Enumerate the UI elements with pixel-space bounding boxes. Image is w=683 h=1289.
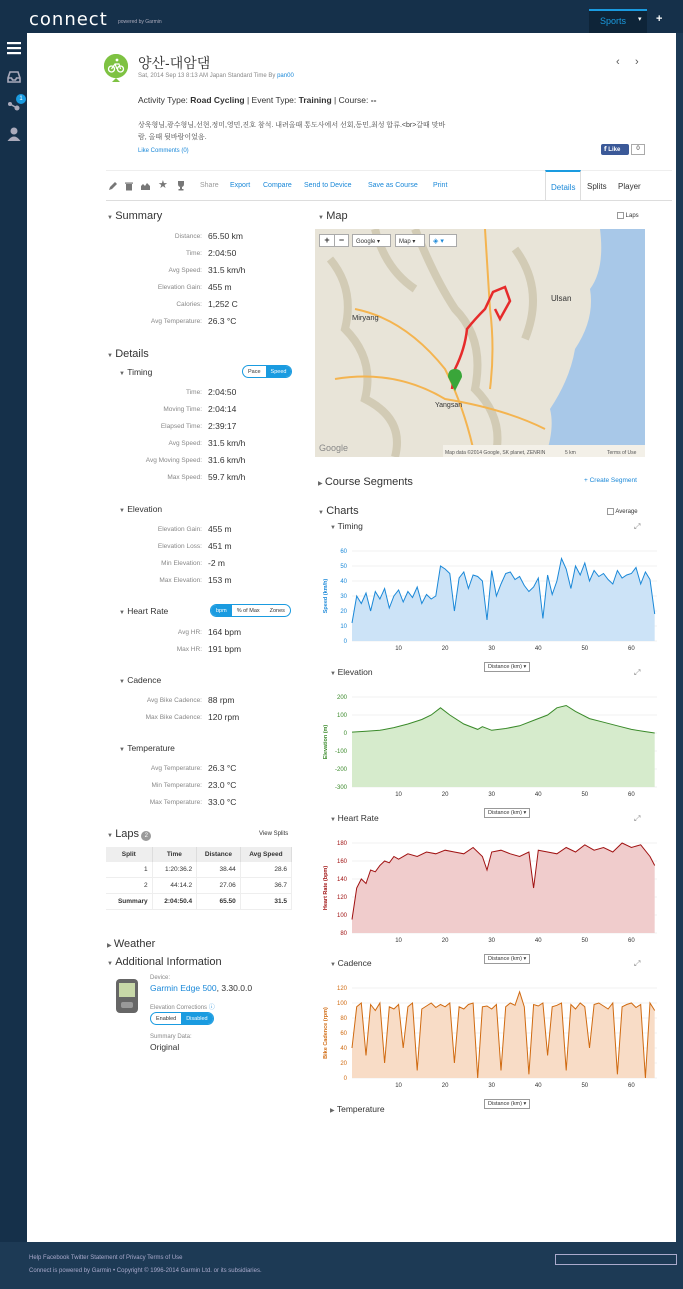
cadence-stat-value: 88 rpm (208, 695, 235, 705)
x-tick-label: 60 (628, 792, 635, 798)
summary-stat-label: Elevation Gain: (157, 284, 202, 291)
device-version: , 3.30.0.0 (216, 983, 253, 993)
x-tick-label: 60 (628, 646, 635, 652)
favorite-star-icon[interactable]: ★ (158, 179, 168, 191)
facebook-icon: f (604, 146, 607, 153)
x-tick-label: 50 (581, 1083, 589, 1089)
additional-info-title: Additional Information (115, 956, 222, 968)
garmin-device-image (115, 978, 139, 1014)
table-cell: 1:20:36.2 (152, 862, 197, 878)
y-tick-label: 100 (336, 913, 347, 919)
series-area (352, 843, 655, 933)
elevation-stat-value: 451 m (208, 541, 232, 551)
summary-stat-label: Avg Speed: (168, 267, 202, 274)
y-tick-label: 100 (336, 1001, 347, 1007)
chart-header[interactable] (330, 813, 379, 823)
x-tick-label: 60 (628, 938, 635, 944)
activity-title[interactable]: 양산-대암댐 (138, 55, 211, 71)
elevation-corrections-text: Elevation Corrections (150, 1005, 208, 1011)
y-tick-label: 40 (340, 579, 347, 585)
y-tick-label: 50 (340, 564, 347, 570)
map-label-yangsan: Yangsan (435, 402, 463, 409)
zoom-out-button[interactable]: − (334, 235, 348, 246)
x-tick-label: 10 (395, 792, 402, 798)
cadence-stat-label: Max Bike Cadence: (145, 714, 202, 721)
add-button[interactable]: + (656, 13, 663, 25)
summary-stat-label: Avg Temperature: (150, 318, 202, 325)
timing-stat-value: 2:39:17 (208, 421, 237, 431)
save-as-course-button[interactable]: Save as Course (368, 182, 418, 189)
weather-header[interactable] (107, 938, 155, 950)
tab-details-label: Details (551, 183, 576, 192)
toolbar-divider-top (106, 170, 672, 171)
average-label: Average (615, 509, 638, 516)
edit-icon[interactable] (108, 181, 118, 191)
route-map[interactable] (315, 229, 645, 457)
laps-title: Laps (115, 828, 140, 840)
y-tick-label: 40 (340, 1046, 347, 1052)
timing-stat-label: Max Speed: (167, 474, 202, 481)
checkbox-icon (617, 212, 624, 219)
x-tick-label: 20 (441, 938, 449, 944)
x-tick-label: 60 (628, 1083, 635, 1089)
heart-rate-header[interactable] (119, 606, 168, 616)
laps-checkbox[interactable] (617, 212, 639, 219)
compare-button[interactable]: Compare (263, 182, 292, 189)
chart-svg (317, 825, 657, 953)
summary-title: Summary (115, 210, 163, 222)
x-tick-label: 20 (441, 792, 449, 798)
timing-stat-value: 2:04:14 (208, 404, 237, 414)
collapse-arrow-icon: ▼ (330, 962, 338, 968)
cadence-header[interactable] (119, 675, 161, 685)
next-activity-icon[interactable]: › (635, 56, 639, 68)
map-type-select[interactable]: Map ▾ (395, 234, 425, 247)
facebook-like-count: 0 (631, 144, 645, 155)
footer-copyright: Connect is powered by Garmin • Copyright © 1996-2014 Garmin Ltd. or its subsidiaries. (29, 1268, 262, 1274)
summary-stat-value: 26.3 °C (208, 316, 237, 326)
x-tick-label: 20 (441, 646, 449, 652)
heart-rate-stat-value: 191 bpm (208, 644, 242, 654)
table-cell: 65.50 (197, 894, 241, 910)
y-tick-label: -200 (334, 767, 347, 773)
x-tick-label: 30 (488, 792, 496, 798)
timing-stat-label: Moving Time: (163, 406, 202, 413)
series-area (352, 559, 655, 642)
y-tick-label: 0 (343, 639, 347, 645)
laps-table (106, 847, 292, 910)
footer (0, 1242, 683, 1289)
temperature-stat-label: Min Temperature: (151, 782, 202, 789)
heart-rate-stat-label: Avg HR: (177, 629, 202, 636)
view-splits-link[interactable]: View Splits (259, 831, 289, 837)
timing-stat-value: 31.5 km/h (208, 438, 246, 448)
collapse-arrow-icon: ▼ (119, 610, 125, 616)
x-tick-label: 40 (534, 1083, 542, 1089)
expand-chart-icon[interactable]: ⤢ (634, 668, 641, 677)
y-tick-label: 20 (340, 1061, 347, 1067)
activity-owner-link[interactable]: pan00 (277, 73, 294, 79)
expand-chart-icon[interactable]: ⤢ (634, 522, 641, 531)
toolbar-divider-bottom (106, 200, 672, 201)
additional-info-header[interactable] (107, 956, 222, 968)
laps-header-row (106, 847, 292, 862)
gear-bike-icon[interactable] (140, 181, 151, 191)
table-row (106, 878, 292, 894)
expand-arrow-icon: ▶ (318, 481, 323, 487)
summary-stat-value: 2:04:50 (208, 248, 237, 258)
activity-description-line2: 람, 올때 뒷바람이었음. (138, 134, 207, 141)
course-value: -- (370, 95, 377, 105)
laps-col-time: Time (152, 847, 197, 862)
summary-stat-label: Time: (185, 250, 202, 257)
average-checkbox[interactable] (607, 508, 638, 515)
activity-subtitle (138, 73, 294, 79)
activity-type-value: Road Cycling (190, 95, 245, 105)
hr-unit-toggle[interactable] (210, 604, 291, 617)
elevation-title: Elevation (127, 504, 163, 514)
activity-meta (138, 95, 376, 105)
cadence-stat-label: Avg Bike Cadence: (146, 697, 202, 704)
x-tick-label: 30 (488, 646, 496, 652)
map-type-label: Map (399, 239, 411, 245)
y-axis-label: Speed (km/h) (323, 578, 329, 614)
summary-stat-value: 455 m (208, 282, 232, 292)
event-type-value: Training (298, 95, 332, 105)
laps-col-avg-speed: Avg Speed (240, 847, 291, 862)
y-tick-label: 20 (340, 609, 347, 615)
y-tick-label: 100 (336, 713, 347, 719)
course-segments-header[interactable] (318, 476, 413, 488)
y-tick-label: 10 (340, 624, 347, 630)
laps-checkbox-label: Laps (625, 213, 639, 220)
percent-max-option[interactable]: % of Max (236, 608, 260, 614)
zones-option[interactable]: Zones (269, 608, 285, 614)
details-header[interactable] (107, 348, 149, 360)
connect-logo[interactable]: connect (29, 9, 108, 30)
zoom-controls (319, 234, 349, 247)
course-segments-title: Course Segments (324, 476, 413, 488)
course-label: | Course: (331, 95, 371, 105)
x-tick-label: 40 (534, 938, 542, 944)
delete-icon[interactable] (124, 181, 134, 191)
side-nav (0, 33, 27, 1242)
map-scale: 5 km (565, 450, 576, 456)
elevation-stat-label: Min Elevation: (161, 560, 202, 567)
share-button[interactable]: Share (200, 182, 219, 189)
print-button[interactable]: Print (433, 182, 448, 189)
bpm-option[interactable]: bpm (211, 605, 232, 616)
cycling-activity-icon (103, 53, 129, 83)
chart-svg (317, 970, 657, 1098)
elevation-stat-label: Max Elevation: (159, 577, 202, 584)
x-axis-selector[interactable]: Distance (km) ▾ (484, 662, 530, 672)
elevation-stat-label: Elevation Gain: (157, 526, 202, 533)
export-button[interactable]: Export (230, 182, 251, 189)
collapse-arrow-icon: ▼ (318, 215, 324, 221)
table-cell: 2 (106, 878, 152, 894)
timing-stat-label: Time: (185, 389, 202, 396)
laps-body (106, 862, 292, 910)
y-tick-label: -300 (334, 785, 347, 791)
y-tick-label: 120 (336, 986, 347, 992)
enabled-option[interactable]: Enabled (156, 1016, 177, 1022)
x-tick-label: 30 (488, 1083, 496, 1089)
x-tick-label: 40 (534, 792, 542, 798)
speed-option[interactable]: Speed (266, 366, 292, 377)
activity-description-line1: 상욱형님,광수형님,선현,정미,영민,진호 참석. 내려올때 통도사에서 선회,동민,최성 합류.<br>갈때 맞바 (138, 122, 446, 129)
timing-stat-value: 2:04:50 (208, 387, 237, 397)
map-title: Map (326, 210, 348, 222)
summary-stat-value: 31.5 km/h (208, 265, 246, 275)
cadence-stat-value: 120 rpm (208, 712, 240, 722)
timing-stat-label: Avg Speed: (168, 440, 202, 447)
pace-speed-toggle[interactable] (242, 365, 292, 378)
elevation-stat-value: -2 m (208, 558, 225, 568)
chart-svg (317, 679, 657, 807)
chart-title: Heart Rate (337, 813, 379, 823)
heart-rate-stat-label: Max HR: (176, 646, 202, 653)
y-tick-label: 60 (340, 549, 347, 555)
activity-page (27, 33, 676, 1242)
checkbox-icon (607, 508, 614, 515)
collapse-arrow-icon: ▼ (330, 817, 338, 823)
x-tick-label: 10 (395, 938, 402, 944)
inbox-icon[interactable] (6, 69, 22, 85)
y-tick-label: 160 (336, 859, 347, 865)
device-info (150, 983, 252, 993)
charts-title: Charts (326, 505, 359, 517)
elevation-corrections-toggle[interactable] (150, 1012, 214, 1025)
laps-summary-row (106, 894, 292, 910)
layers-icon: ◈ (433, 238, 439, 245)
help-icon[interactable]: ⓘ (208, 1005, 215, 1011)
elevation-stat-value: 153 m (208, 575, 232, 585)
device-link[interactable]: Garmin Edge 500 (150, 983, 217, 993)
y-tick-label: 200 (336, 695, 347, 701)
temperature-stat-value: 26.3 °C (208, 763, 237, 773)
map-label-ulsan: Ulsan (551, 294, 572, 303)
laps-header[interactable] (107, 828, 151, 841)
temperature-chart-title: Temperature (336, 1104, 385, 1114)
create-segment-button[interactable]: + Create Segment (584, 477, 637, 484)
y-tick-label: 60 (340, 1031, 347, 1037)
sports-tab[interactable]: Sports (589, 9, 647, 33)
temperature-stat-value: 33.0 °C (208, 797, 237, 807)
map-label-miryang: Miryang (352, 313, 379, 322)
table-cell: 1 (106, 862, 152, 878)
x-tick-label: 50 (581, 646, 589, 652)
profile-icon[interactable] (6, 126, 22, 142)
timing-stat-value: 31.6 km/h (208, 455, 246, 465)
x-axis-selector[interactable]: Distance (km) ▾ (484, 808, 530, 818)
map-terms-link[interactable]: Terms of Use (607, 450, 637, 456)
x-axis-selector[interactable]: Distance (km) ▾ (484, 954, 530, 964)
activity-type-label: Activity Type: (138, 95, 191, 105)
y-tick-label: -100 (334, 749, 347, 755)
temperature-chart-header[interactable] (330, 1104, 385, 1114)
laps-col-distance: Distance (197, 847, 241, 862)
cadence-title: Cadence (127, 675, 162, 685)
table-cell: 28.6 (240, 862, 291, 878)
summary-data-value: Original (150, 1042, 180, 1052)
elevation-stat-label: Elevation Loss: (157, 543, 202, 550)
y-tick-label: 30 (340, 594, 347, 600)
map-credit: Map data ©2014 Google, SK planet, ZENRIN (445, 450, 546, 456)
event-type-label: | Event Type: (244, 95, 299, 105)
table-cell: 44:14.2 (152, 878, 197, 894)
timing-stat-label: Avg Moving Speed: (145, 457, 202, 464)
y-tick-label: 80 (340, 1016, 347, 1022)
logo-subtitle: powered by Garmin (118, 19, 162, 25)
table-cell: 36.7 (240, 878, 291, 894)
x-tick-label: 20 (441, 1083, 449, 1089)
collapse-arrow-icon: ▼ (119, 679, 125, 685)
laps-col-split: Split (106, 847, 152, 862)
map-layers-button[interactable]: ◈ ▾ (429, 234, 457, 247)
y-axis-label: Elevation (m) (323, 724, 329, 760)
table-cell: 31.5 (240, 894, 291, 910)
expand-chart-icon[interactable]: ⤢ (634, 814, 641, 823)
elevation-stat-value: 455 m (208, 524, 232, 534)
x-tick-label: 40 (534, 646, 542, 652)
like-comments-link[interactable]: Like Comments (0) (138, 148, 189, 154)
chart-header[interactable] (330, 521, 363, 531)
y-tick-label: 0 (343, 731, 347, 737)
x-axis-selector[interactable]: Distance (km) ▾ (484, 1099, 530, 1109)
x-tick-label: 10 (395, 1083, 402, 1089)
table-cell: 2:04:50.4 (152, 894, 197, 910)
zoom-in-button[interactable]: + (324, 235, 330, 245)
details-title: Details (115, 348, 149, 360)
tab-player[interactable]: Player (618, 182, 641, 191)
summary-header[interactable] (107, 210, 162, 222)
y-axis-label: Bike Cadence (rpm) (323, 1007, 329, 1059)
x-tick-label: 50 (581, 792, 589, 798)
facebook-like-button[interactable] (601, 144, 629, 155)
y-tick-label: 140 (336, 877, 347, 883)
table-cell: 27.06 (197, 878, 241, 894)
summary-data-label: Summary Data: (150, 1034, 192, 1040)
chart-header[interactable] (330, 958, 372, 968)
device-label: Device: (150, 975, 171, 981)
chart-title: Timing (337, 521, 363, 531)
collapse-arrow-icon: ▼ (107, 215, 113, 221)
tab-splits[interactable]: Splits (587, 182, 607, 191)
table-cell: Summary (106, 894, 152, 910)
temperature-header[interactable] (119, 743, 175, 753)
y-tick-label: 120 (336, 895, 347, 901)
google-layer-select[interactable]: Google ▾ (352, 234, 391, 247)
chart-title: Elevation (337, 667, 373, 677)
temperature-stat-label: Avg Temperature: (150, 765, 202, 772)
google-layer-label: Google (356, 239, 376, 245)
temperature-stat-value: 23.0 °C (208, 780, 237, 790)
collapse-arrow-icon: ▼ (107, 353, 113, 359)
y-tick-label: 0 (343, 1076, 347, 1082)
x-tick-label: 10 (395, 646, 402, 652)
expand-arrow-icon: ▶ (107, 943, 112, 949)
collapse-arrow-icon: ▼ (330, 525, 338, 531)
expand-arrow-icon: ▶ (330, 1108, 335, 1114)
series-area (352, 706, 655, 788)
table-cell: 38.44 (197, 862, 241, 878)
menu-icon[interactable] (6, 40, 22, 56)
expand-chart-icon[interactable]: ⤢ (634, 959, 641, 968)
summary-stat-label: Calories: (176, 301, 202, 308)
y-tick-label: 180 (336, 841, 347, 847)
heart-rate-stat-value: 164 bpm (208, 627, 242, 637)
laps-count-badge: 2 (141, 831, 151, 841)
footer-banner[interactable] (555, 1254, 677, 1265)
notification-badge: 1 (16, 94, 26, 104)
table-row (106, 862, 292, 878)
trophy-icon[interactable] (176, 180, 186, 191)
timing-header[interactable] (119, 367, 152, 377)
collapse-arrow-icon: ▼ (107, 833, 113, 839)
y-axis-label: Heart Rate (bpm) (323, 865, 329, 911)
collapse-arrow-icon: ▼ (318, 510, 324, 516)
elevation-corrections-label (150, 1002, 215, 1011)
map-header[interactable] (318, 210, 348, 222)
tab-details[interactable] (545, 170, 581, 200)
prev-activity-icon[interactable]: ‹ (616, 56, 620, 68)
heart-rate-title: Heart Rate (127, 606, 169, 616)
x-tick-label: 50 (581, 938, 589, 944)
pace-option[interactable]: Pace (248, 369, 261, 375)
send-to-device-button[interactable]: Send to Device (304, 182, 352, 189)
timing-stat-value: 59.7 km/h (208, 472, 246, 482)
disabled-option[interactable]: Disabled (181, 1013, 212, 1024)
chart-title: Cadence (337, 958, 372, 968)
collapse-arrow-icon: ▼ (119, 371, 125, 377)
summary-stat-value: 1,252 C (208, 299, 238, 309)
activity-date: Sat, 2014 Sep 13 8:13 AM Japan Standard Time By (138, 73, 278, 79)
collapse-arrow-icon: ▼ (119, 747, 125, 753)
facebook-like-label: Like (608, 147, 621, 153)
chart-header[interactable] (330, 667, 373, 677)
temperature-title: Temperature (127, 743, 175, 753)
x-tick-label: 30 (488, 938, 496, 944)
y-tick-label: 80 (340, 931, 347, 937)
timing-title: Timing (127, 367, 153, 377)
chart-svg (317, 533, 657, 661)
charts-header[interactable] (318, 505, 359, 517)
collapse-arrow-icon: ▼ (119, 508, 125, 514)
sports-caret-icon[interactable]: ▾ (638, 16, 642, 23)
temperature-stat-label: Max Temperature: (149, 799, 202, 806)
summary-stat-label: Distance: (174, 233, 202, 240)
summary-stat-value: 65.50 km (208, 231, 243, 241)
timing-stat-label: Elapsed Time: (160, 423, 202, 430)
elevation-header[interactable] (119, 504, 162, 514)
collapse-arrow-icon: ▼ (107, 961, 113, 967)
footer-links: Help Facebook Twitter Statement of Privacy Terms of Use (29, 1255, 183, 1261)
google-logo: Google (319, 443, 349, 453)
collapse-arrow-icon: ▼ (330, 671, 338, 677)
weather-title: Weather (113, 938, 156, 950)
top-bar (0, 0, 683, 33)
